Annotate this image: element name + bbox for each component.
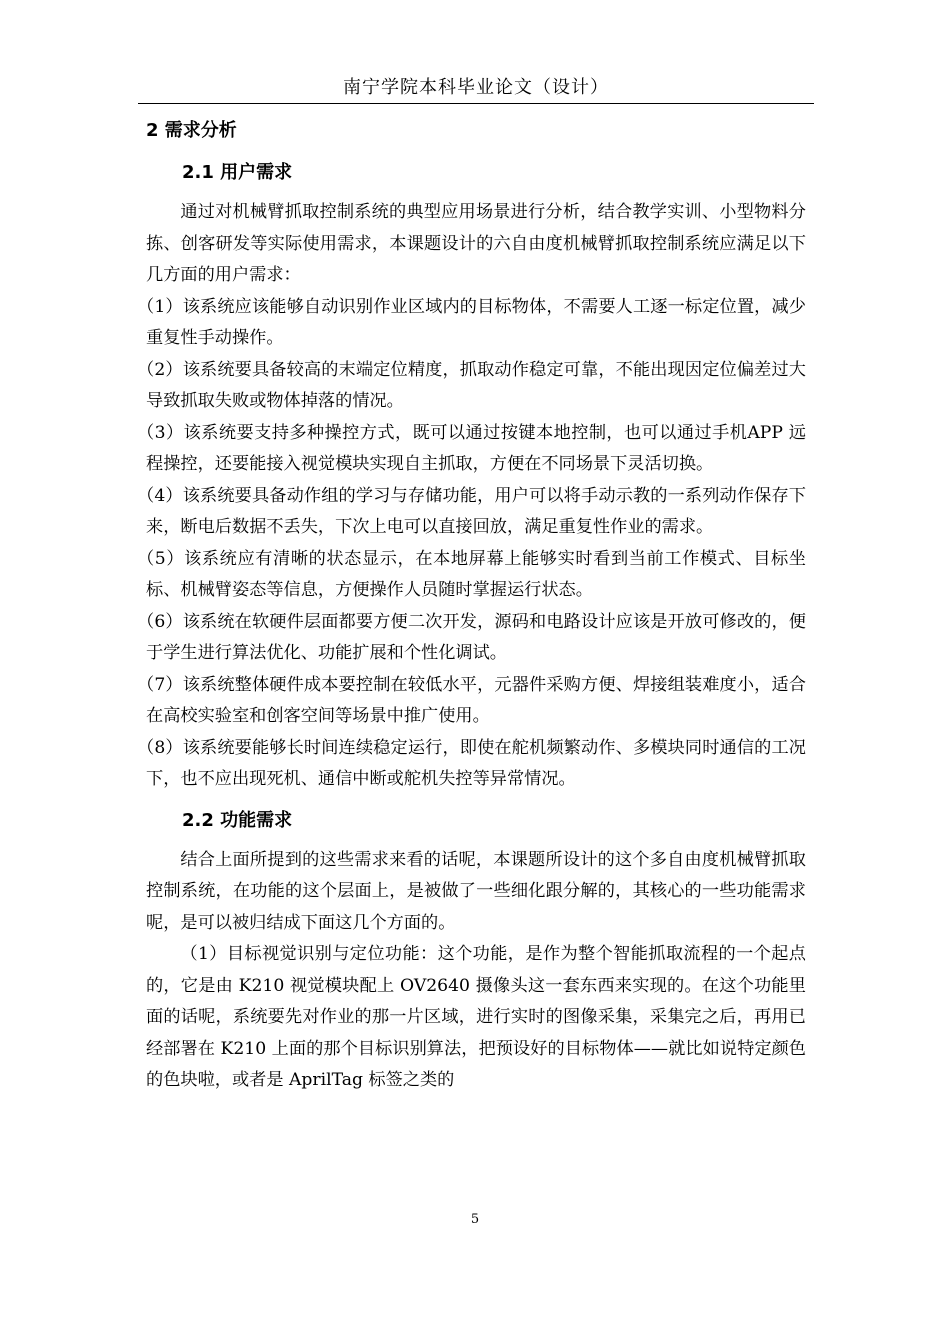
requirement-item <box>137 355 806 418</box>
user-requirements-intro: 通过对机械臂抓取控制系统的典型应用场景进行分析，结合教学实训、小型物料分拣、创客研发等实际使用需求，本课题设计的六自由度机械臂抓取控制系统应满足以下几方面的用户需求： <box>146 202 806 285</box>
requirement-item <box>137 733 806 796</box>
item-text: 该系统要具备动作组的学习与存储功能，用户可以将手动示教的一系列动作保存下来，断电后数据不丢失，下次上电可以直接回放，满足重复性作业的需求。 <box>146 485 806 537</box>
item-number: （4） <box>137 485 183 506</box>
item-number: （8） <box>137 737 183 758</box>
requirement-item <box>137 607 806 670</box>
item-text: 该系统整体硬件成本要控制在较低水平，元器件采购方便、焊接组装难度小，适合在高校实验室和创客空间等场景中推广使用。 <box>146 674 806 726</box>
header-rule <box>138 103 814 104</box>
requirement-item <box>137 292 806 355</box>
item-number: （5） <box>137 548 185 569</box>
item-number: （2） <box>137 359 183 380</box>
functional-requirement-item: （1）目标视觉识别与定位功能：这个功能，是作为整个智能抓取流程的一个起点的，它是由 K210 视觉模块配上 OV2640 摄像头这一套东西来实现的。在这个功能里面的话呢，系统要先对作业的那一片区域，进行实时的图像采集，采集完之后，再用已经部署在 K210 上面的那个目标识别算法，把预设好的目标物体——就比如说特定颜色的色块啦，或者是 AprilTag 标签之类的 <box>146 944 806 1090</box>
requirement-item <box>137 481 806 544</box>
requirement-item <box>137 544 806 607</box>
item-number: （3） <box>137 422 184 443</box>
page-number: 5 <box>470 1212 480 1227</box>
item-text: 该系统应有清晰的状态显示，在本地屏幕上能够实时看到当前工作模式、目标坐标、机械臂姿态等信息，方便操作人员随时掌握运行状态。 <box>146 548 806 600</box>
subsection-title-functional-requirements: 2.2 功能需求 <box>182 809 293 831</box>
requirement-item <box>137 418 806 481</box>
functional-requirements-intro: 结合上面所提到的这些需求来看的话呢，本课题所设计的这个多自由度机械臂抓取控制系统，在功能的这个层面上，是被做了一些细化跟分解的，其核心的一些功能需求呢，是可以被归结成下面这几个方面的。 <box>146 849 806 933</box>
item-text: 该系统在软硬件层面都要方便二次开发，源码和电路设计应该是开放可修改的，便于学生进行算法优化、功能扩展和个性化调试。 <box>146 611 806 663</box>
item-text: 该系统应该能够自动识别作业区域内的目标物体，不需要人工逐一标定位置，减少重复性手动操作。 <box>146 296 806 348</box>
item-text: 该系统要能够长时间连续稳定运行，即使在舵机频繁动作、多模块同时通信的工况下，也不应出现死机、通信中断或舵机失控等异常情况。 <box>146 737 806 789</box>
requirement-item <box>137 670 806 733</box>
item-number: （1） <box>137 296 183 317</box>
page-header: 南宁学院本科毕业论文（设计） <box>343 77 609 98</box>
item-text: 该系统要具备较高的末端定位精度，抓取动作稳定可靠，不能出现因定位偏差过大导致抓取失败或物体掉落的情况。 <box>146 359 806 411</box>
subsection-title-user-requirements: 2.1 用户需求 <box>182 162 293 183</box>
item-text: 该系统要支持多种操控方式，既可以通过按键本地控制，也可以通过手机APP 远程操控，还要能接入视觉模块实现自主抓取，方便在不同场景下灵活切换。 <box>146 422 806 474</box>
page-body <box>137 115 806 1097</box>
item-number: （6） <box>137 611 183 632</box>
section-title: 2 需求分析 <box>146 120 237 141</box>
item-number: （7） <box>137 674 183 695</box>
